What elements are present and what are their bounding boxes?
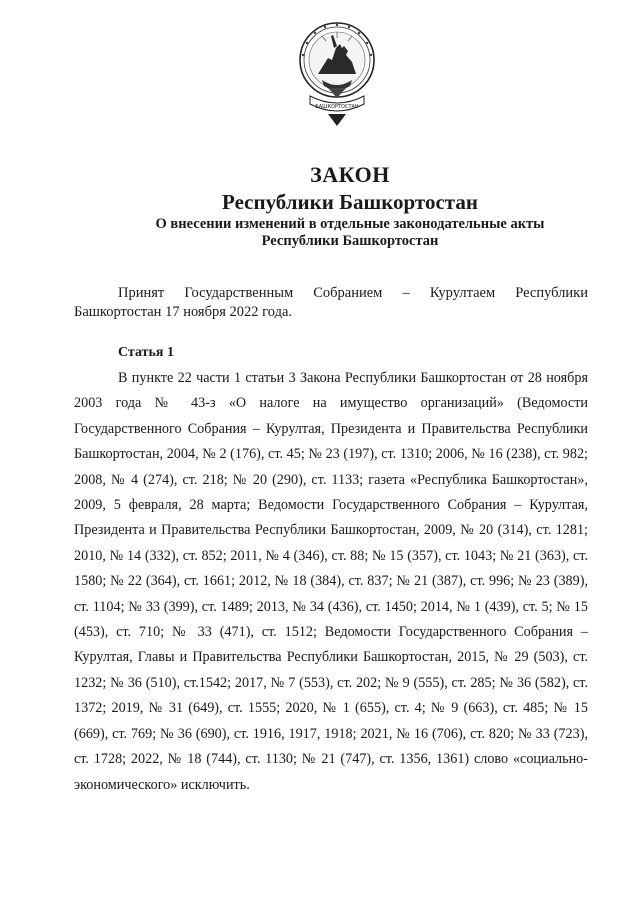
law-subtitle: Республики Башкортостан bbox=[222, 190, 478, 214]
law-description-line-1: О внесении изменений в отдельные законодательные акты bbox=[155, 216, 545, 232]
adoption-statement: Принят Государственным Собранием – Курултаем Республики Башкортостан 17 ноября 2022 года. bbox=[74, 285, 588, 320]
emblem-ribbon-text: БАШКОРТОСТАН bbox=[315, 104, 359, 110]
law-description bbox=[40, 216, 640, 250]
article-heading: Статья 1 bbox=[118, 345, 174, 360]
law-description-line-2: Республики Башкортостан bbox=[261, 233, 439, 249]
law-title: ЗАКОН bbox=[310, 162, 390, 187]
article-body: В пункте 22 части 1 статьи 3 Закона Республики Башкортостан от 28 ноября 2003 года № 43-з «О налоге на имущество организаций» (Ведомости Государственного Собрания – Курултая, Президента и Правительства Республики Башкортостан, 2004, № 2 (176), ст. 45; № 23 (197), ст. 1310; 2006, № 16 (238), ст. 982; 2008, № 4 (274), ст. 218; № 20 (290), ст. 1133; газета «Республика Башкортостан», 2009, 5 февраля, 28 марта; Ведомости Государственного Собрания – Курултая, Президента и Правительства Республики Башкортостан, 2009, № 20 (314), ст. 1281; 2010, № 14 (332), ст. 852; 2011, № 4 (346), ст. 88; № 15 (357), ст. 1043; № 21 (363), ст. 1580; № 22 (364), ст. 1661; 2012, № 18 (384), ст. 837; № 21 (387), ст. 996; № 23 (389), ст. 1104; № 33 (399), ст. 1489; 2013, № 34 (436), ст. 1450; 2014, № 1 (439), ст. 5; № 15 (453), ст. 710; № 33 (471), ст. 1512; Ведомости Государственного Собрания – Курултая, Главы и Правительства Республики Башкортостан, 2015, № 29 (503), ст. 1232; № 36 (510), ст.1542; 2017, № 7 (553), ст. 202; № 9 (555), ст. 285; № 36 (582), ст. 1372; 2019, № 31 (649), ст. 1555; 2020, № 1 (655), ст. 4; № 9 (663), ст. 485; № 15 (669), ст. 769; № 36 (690), ст. 1916, 1917, 1918; 2021, № 16 (706), ст. 820; № 33 (723), ст. 1728; 2022, № 18 (744), ст. 1130; № 21 (747), ст. 1356, 1361) слово «социально-экономического» исключить. bbox=[74, 370, 588, 793]
coat-of-arms-emblem bbox=[298, 18, 376, 130]
